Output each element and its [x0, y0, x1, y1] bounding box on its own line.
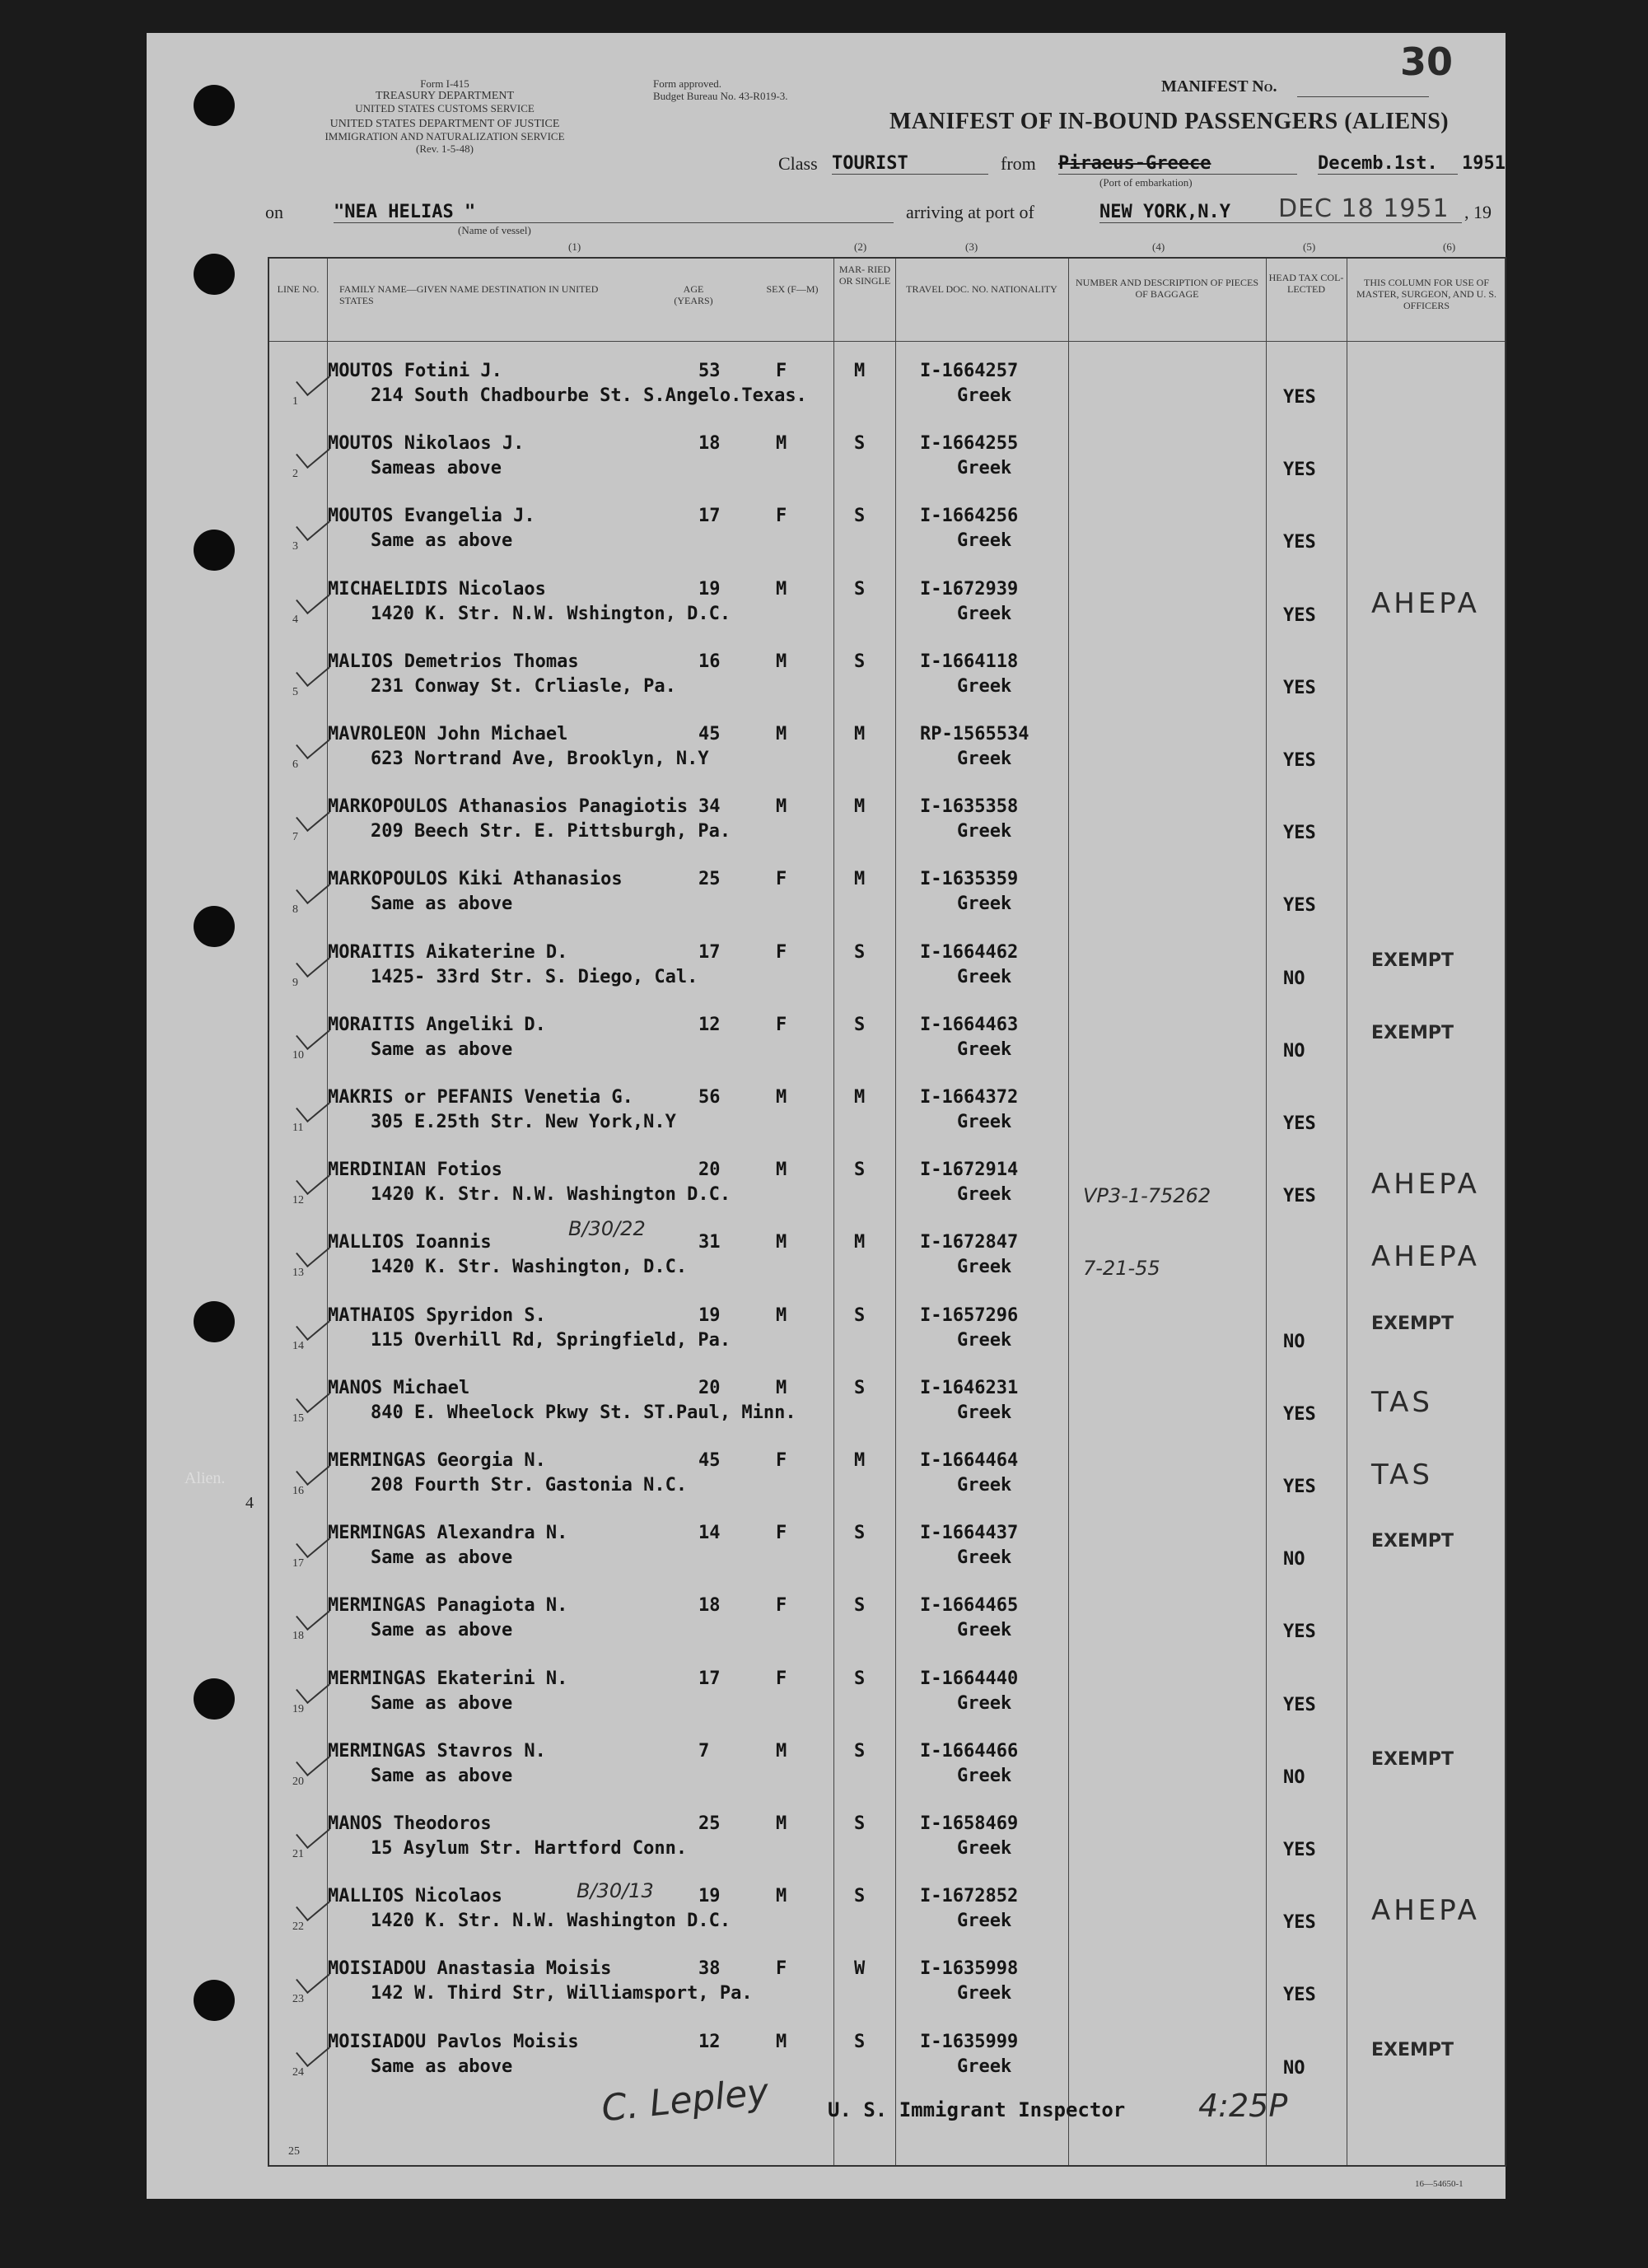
nationality: Greek — [957, 894, 1012, 915]
date-year: 1951 — [1462, 153, 1506, 174]
marital-status: S — [854, 1304, 866, 1326]
age: 17 — [698, 941, 721, 963]
destination: 208 Fourth Str. Gastonia N.C. — [371, 1475, 688, 1496]
age: 56 — [698, 1087, 721, 1108]
head-tax: YES — [1283, 532, 1316, 553]
nationality: Greek — [957, 1257, 1012, 1278]
passenger-name: MARKOPOULOS Athanasios Panagiotis — [328, 796, 689, 818]
age: 20 — [698, 1160, 721, 1181]
passenger-name: MOUTOS Evangelia J. — [328, 506, 535, 527]
sex: M — [776, 1304, 787, 1326]
passenger-name: MALLIOS Ioannis — [328, 1232, 492, 1253]
class-label: Class — [778, 153, 818, 174]
baggage-note: VP3-1-75262 — [1083, 1184, 1211, 1208]
header-name: FAMILY NAME—GIVEN NAME DESTINATION IN UNITED STATES — [339, 283, 599, 306]
officer-note: TAS — [1371, 1458, 1433, 1491]
passenger-name: MANOS Michael — [328, 1377, 470, 1398]
passenger-name: MALLIOS Nicolaos — [328, 1886, 502, 1907]
marital-status: M — [854, 361, 866, 381]
age: 19 — [698, 578, 721, 600]
marital-status: S — [854, 1740, 866, 1762]
inspector-signature: C. Lepley — [599, 2070, 771, 2130]
marital-status: S — [854, 2031, 866, 2052]
col-number: (6) — [1443, 240, 1456, 253]
destination: 840 E. Wheelock Pkwy St. ST.Paul, Minn. — [371, 1402, 796, 1423]
destination: 1420 K. Str. N.W. Wshington, D.C. — [371, 603, 731, 624]
age: 45 — [698, 1450, 721, 1471]
sex: M — [776, 724, 787, 744]
marital-status: M — [854, 869, 866, 890]
passenger-name: MERMINGAS Georgia N. — [328, 1450, 546, 1471]
nationality: Greek — [957, 1475, 1012, 1496]
line-number: 18 — [292, 1630, 304, 1643]
punch-hole — [194, 530, 235, 571]
travel-doc-number: I-1672939 — [920, 578, 1019, 600]
passenger-name: MANOS Theodoros — [328, 1813, 492, 1834]
age: 25 — [698, 1813, 721, 1834]
nationality: Greek — [957, 1983, 1012, 2004]
line-number: 11 — [292, 1122, 304, 1134]
destination: Same as above — [371, 894, 513, 915]
destination: 214 South Chadbourbe St. S.Angelo.Texas. — [371, 385, 807, 406]
nationality: Greek — [957, 1184, 1012, 1206]
line-number: 23 — [292, 1993, 304, 2006]
head-tax: YES — [1283, 1985, 1316, 2006]
nationality: Greek — [957, 749, 1012, 769]
nationality: Greek — [957, 1112, 1012, 1132]
head-tax: YES — [1283, 895, 1316, 917]
on-label: on — [265, 202, 283, 222]
from-label: from — [1001, 153, 1036, 174]
age: 12 — [698, 1014, 721, 1035]
sex: M — [776, 651, 787, 672]
destination: 1420 K. Str. Washington, D.C. — [371, 1257, 688, 1278]
travel-doc-number: I-1664372 — [920, 1087, 1019, 1108]
header-age: AGE (YEARS) — [674, 283, 713, 306]
travel-doc-number: I-1664462 — [920, 941, 1019, 963]
nationality: Greek — [957, 530, 1012, 552]
header-travel-doc: TRAVEL DOC. NO. NATIONALITY — [906, 283, 1057, 295]
officer-note: AHEPA — [1371, 586, 1480, 620]
nationality: Greek — [957, 1838, 1012, 1859]
marital-status: S — [854, 578, 866, 600]
nationality: Greek — [957, 603, 1012, 624]
nationality: Greek — [957, 458, 1012, 479]
travel-doc-number: I-1664465 — [920, 1595, 1019, 1617]
line-number: 17 — [292, 1557, 304, 1570]
head-tax: YES — [1283, 604, 1316, 626]
passenger-name: MOUTOS Nikolaos J. — [328, 433, 525, 455]
nationality: Greek — [957, 1402, 1012, 1423]
passenger-name: MALIOS Demetrios Thomas — [328, 651, 579, 672]
line-number: 3 — [292, 540, 298, 553]
age: 38 — [698, 1958, 721, 1980]
punch-hole — [194, 85, 235, 126]
passenger-name: MERMINGAS Stavros N. — [328, 1740, 546, 1762]
officer-note: AHEPA — [1371, 1894, 1480, 1928]
header-officers: THIS COLUMN FOR USE OF MASTER, SURGEON, AND U. S. OFFICERS — [1356, 277, 1497, 311]
column-rule — [833, 259, 834, 2165]
line-number: 13 — [292, 1267, 304, 1280]
line-number: 8 — [292, 903, 298, 917]
travel-doc-number: I-1672852 — [920, 1886, 1019, 1907]
destination: 15 Asylum Str. Hartford Conn. — [371, 1838, 688, 1859]
passenger-name: MATHAIOS Spyridon S. — [328, 1304, 546, 1326]
nationality: Greek — [957, 821, 1012, 842]
sex: F — [776, 1014, 787, 1035]
sex: F — [776, 1958, 787, 1980]
page-number: 30 — [1400, 40, 1454, 84]
travel-doc-number: I-1635359 — [920, 869, 1019, 890]
age: 25 — [698, 869, 721, 890]
head-tax: NO — [1283, 1040, 1305, 1062]
header-baggage: NUMBER AND DESCRIPTION OF PIECES OF BAGGAGE — [1075, 277, 1259, 300]
arrival-date-stamp: DEC 18 1951 — [1278, 194, 1450, 223]
line-number: 20 — [292, 1775, 304, 1788]
nationality: Greek — [957, 966, 1012, 987]
marital-status: W — [854, 1958, 866, 1980]
arrival-year-label: , 19 — [1464, 202, 1492, 222]
destination: 623 Nortrand Ave, Brooklyn, N.Y — [371, 749, 709, 769]
travel-doc-number: I-1672847 — [920, 1232, 1019, 1253]
passenger-name: MERMINGAS Alexandra N. — [328, 1523, 568, 1544]
age: 18 — [698, 433, 721, 455]
sex: M — [776, 2031, 787, 2052]
head-tax: YES — [1283, 750, 1316, 771]
marital-status: M — [854, 1087, 866, 1108]
destination: 115 Overhill Rd, Springfield, Pa. — [371, 1329, 731, 1351]
head-tax: NO — [1283, 968, 1305, 989]
destination: 1420 K. Str. N.W. Washington D.C. — [371, 1911, 731, 1932]
baggage-note: 7-21-55 — [1083, 1257, 1160, 1281]
punch-hole — [194, 1301, 235, 1342]
sex: F — [776, 941, 787, 963]
destination: Same as above — [371, 1547, 513, 1569]
destination: Same as above — [371, 530, 513, 552]
age: 19 — [698, 1886, 721, 1907]
sex: M — [776, 433, 787, 455]
col-number: (1) — [568, 240, 581, 253]
head-tax: NO — [1283, 1549, 1305, 1570]
marital-status: S — [854, 1014, 866, 1035]
line-number: 2 — [292, 468, 298, 481]
sex: F — [776, 506, 787, 527]
head-tax: NO — [1283, 1766, 1305, 1788]
destination: 142 W. Third Str, Williamsport, Pa. — [371, 1983, 753, 2004]
marital-status: S — [854, 1595, 866, 1617]
destination: Sameas above — [371, 458, 502, 479]
travel-doc-number: RP-1565534 — [920, 724, 1029, 744]
nationality: Greek — [957, 1620, 1012, 1641]
head-tax: YES — [1283, 1694, 1316, 1715]
nationality: Greek — [957, 675, 1012, 697]
sex: M — [776, 796, 787, 818]
sex: M — [776, 1232, 787, 1253]
sex: F — [776, 1668, 787, 1689]
header-married: MAR- RIED OR SINGLE — [838, 264, 891, 287]
travel-doc-number: I-1635998 — [920, 1958, 1019, 1980]
vessel-caption: (Name of vessel) — [458, 224, 531, 236]
officer-note: EXEMPT — [1371, 1531, 1454, 1552]
head-tax: YES — [1283, 823, 1316, 844]
passenger-name: MOUTOS Fotini J. — [328, 361, 502, 381]
sex: F — [776, 1523, 787, 1544]
nationality: Greek — [957, 1911, 1012, 1932]
officer-note: EXEMPT — [1371, 950, 1454, 971]
inspector-time: 4:25P — [1198, 2088, 1288, 2124]
travel-doc-number: I-1664440 — [920, 1668, 1019, 1689]
column-rule — [327, 259, 328, 2165]
passenger-name: MERMINGAS Panagiota N. — [328, 1595, 568, 1617]
head-tax: YES — [1283, 1912, 1316, 1934]
destination: 209 Beech Str. E. Pittsburgh, Pa. — [371, 821, 731, 842]
head-tax: YES — [1283, 1840, 1316, 1860]
sex: M — [776, 1740, 787, 1762]
officer-note: AHEPA — [1371, 1168, 1480, 1202]
head-tax: YES — [1283, 1186, 1316, 1207]
annotation-line-13: B/30/22 — [568, 1217, 646, 1240]
line-number: 6 — [292, 758, 298, 771]
sex: F — [776, 869, 787, 890]
age: 12 — [698, 2031, 721, 2052]
travel-doc-number: I-1664257 — [920, 361, 1019, 381]
travel-doc-number: I-1672914 — [920, 1160, 1019, 1181]
travel-doc-number: I-1646231 — [920, 1377, 1019, 1398]
passenger-name: MAVROLEON John Michael — [328, 724, 568, 744]
age: 7 — [698, 1740, 710, 1762]
travel-doc-number: I-1664255 — [920, 433, 1019, 455]
nationality: Greek — [957, 1547, 1012, 1569]
head-tax: YES — [1283, 1622, 1316, 1643]
age: 45 — [698, 724, 721, 744]
line-number: 12 — [292, 1194, 304, 1207]
sex: M — [776, 1377, 787, 1398]
margin-note-number: 4 — [245, 1494, 254, 1512]
marital-status: S — [854, 1813, 866, 1834]
officer-note: EXEMPT — [1371, 1313, 1454, 1334]
officer-note: AHEPA — [1371, 1240, 1480, 1274]
passenger-name: MORAITIS Angeliki D. — [328, 1014, 546, 1035]
line-number: 5 — [292, 685, 298, 698]
age: 17 — [698, 506, 721, 527]
punch-hole — [194, 906, 235, 947]
nationality: Greek — [957, 1329, 1012, 1351]
age: 18 — [698, 1595, 721, 1617]
line-number: 15 — [292, 1412, 304, 1425]
annotation-line-22: B/30/13 — [577, 1879, 654, 1902]
officer-note: EXEMPT — [1371, 1022, 1454, 1043]
head-tax: NO — [1283, 2057, 1305, 2079]
line-number: 24 — [292, 2065, 304, 2079]
destination: Same as above — [371, 1692, 513, 1714]
col-number: (4) — [1152, 240, 1165, 253]
sex: M — [776, 1813, 787, 1834]
passenger-name: MERMINGAS Ekaterini N. — [328, 1668, 568, 1689]
head-tax: YES — [1283, 1477, 1316, 1497]
line-number: 4 — [292, 613, 298, 626]
age: 31 — [698, 1232, 721, 1253]
punch-hole — [194, 1678, 235, 1720]
passenger-name: MOISIADOU Pavlos Moisis — [328, 2031, 579, 2052]
marital-status: S — [854, 941, 866, 963]
travel-doc-number: I-1635999 — [920, 2031, 1019, 2052]
form-heading: Form I-415 TREASURY DEPARTMENT UNITED STATES CUSTOMS SERVICE UNITED STATES DEPARTMENT OF JUSTICE IMMIGRATION AND NATURALIZATION SERVICE (Rev. 1-5-48) — [324, 77, 565, 155]
travel-doc-number: I-1635358 — [920, 796, 1019, 818]
passenger-name: MARKOPOULOS Kiki Athanasios — [328, 869, 623, 890]
marital-status: S — [854, 1886, 866, 1907]
age: 19 — [698, 1304, 721, 1326]
manifest-no-line — [1297, 96, 1429, 97]
port-caption: (Port of embarkation) — [1099, 176, 1193, 189]
marital-status: S — [854, 1377, 866, 1398]
nationality: Greek — [957, 385, 1012, 406]
officer-note: TAS — [1371, 1385, 1433, 1419]
marital-status: S — [854, 1523, 866, 1544]
marital-status: S — [854, 651, 866, 672]
travel-doc-number: I-1664437 — [920, 1523, 1019, 1544]
destination: Same as above — [371, 1620, 513, 1641]
destination: 231 Conway St. Crliasle, Pa. — [371, 675, 676, 697]
destination: Same as above — [371, 1765, 513, 1786]
sex: M — [776, 578, 787, 600]
column-rule — [895, 259, 896, 2165]
sex: F — [776, 1595, 787, 1617]
passenger-name: MERDINIAN Fotios — [328, 1160, 502, 1181]
head-tax: YES — [1283, 1403, 1316, 1425]
age: 16 — [698, 651, 721, 672]
officer-note: EXEMPT — [1371, 2039, 1454, 2060]
col-number: (5) — [1303, 240, 1316, 253]
nationality: Greek — [957, 2056, 1012, 2077]
travel-doc-number: I-1658469 — [920, 1813, 1019, 1834]
travel-doc-number: I-1657296 — [920, 1304, 1019, 1326]
date-value: Decemb.1st. — [1318, 153, 1458, 175]
line-number: 21 — [292, 1848, 304, 1860]
inspector-label: U. S. Immigrant Inspector — [828, 2098, 1126, 2121]
destination: Same as above — [371, 2056, 513, 2077]
manifest-title: MANIFEST OF IN-BOUND PASSENGERS (ALIENS) — [889, 109, 1450, 134]
nationality: Greek — [957, 1765, 1012, 1786]
head-tax: YES — [1283, 677, 1316, 698]
travel-doc-number: I-1664118 — [920, 651, 1019, 672]
line-number: 9 — [292, 976, 298, 989]
age: 34 — [698, 796, 721, 818]
vessel-name: "NEA HELIAS " — [334, 202, 894, 223]
age: 20 — [698, 1377, 721, 1398]
head-tax: YES — [1283, 387, 1316, 408]
marital-status: S — [854, 1668, 866, 1689]
destination: 305 E.25th Str. New York,N.Y — [371, 1112, 676, 1132]
arrival-port: NEW YORK,N.Y — [1099, 202, 1462, 223]
line-number: 14 — [292, 1339, 304, 1352]
passenger-name: MAKRIS or PEFANIS Venetia G. — [328, 1087, 633, 1108]
nationality: Greek — [957, 1038, 1012, 1060]
manifest-no-label: MANIFEST No. — [1161, 77, 1277, 96]
age: 53 — [698, 361, 721, 381]
line-number-25: 25 — [288, 2145, 300, 2158]
column-rule — [1068, 259, 1069, 2165]
destination: 1425- 33rd Str. S. Diego, Cal. — [371, 966, 698, 987]
passenger-name: MOISIADOU Anastasia Moisis — [328, 1958, 612, 1980]
header-head-tax: HEAD TAX COL- LECTED — [1268, 272, 1344, 295]
marital-status: M — [854, 796, 866, 818]
header-line-no: LINE NO. — [277, 283, 320, 295]
col-number: (2) — [854, 240, 867, 253]
line-number: 22 — [292, 1920, 304, 1934]
sex: M — [776, 1886, 787, 1907]
line-number: 16 — [292, 1485, 304, 1497]
form-code: 16—54650-1 — [1415, 2179, 1464, 2189]
travel-doc-number: I-1664464 — [920, 1450, 1019, 1471]
line-number: 1 — [292, 395, 298, 408]
line-number: 10 — [292, 1048, 304, 1062]
marital-status: M — [854, 1450, 866, 1471]
officer-note: EXEMPT — [1371, 1748, 1454, 1770]
margin-note: Alien. — [184, 1469, 226, 1487]
age: 17 — [698, 1668, 721, 1689]
col-number: (3) — [965, 240, 978, 253]
nationality: Greek — [957, 1692, 1012, 1714]
marital-status: M — [854, 724, 866, 744]
destination: 1420 K. Str. N.W. Washington D.C. — [371, 1184, 731, 1206]
passenger-name: MICHAELIDIS Nicolaos — [328, 578, 546, 600]
marital-status: M — [854, 1232, 866, 1253]
line-number: 7 — [292, 831, 298, 844]
approval-note: Form approved. Budget Bureau No. 43-R019-3. — [653, 77, 788, 102]
marital-status: S — [854, 506, 866, 527]
line-number: 19 — [292, 1702, 304, 1715]
head-tax: NO — [1283, 1331, 1305, 1352]
passenger-name: MORAITIS Aikaterine D. — [328, 941, 568, 963]
travel-doc-number: I-1664466 — [920, 1740, 1019, 1762]
sex: M — [776, 1160, 787, 1181]
destination: Same as above — [371, 1038, 513, 1060]
sex: F — [776, 1450, 787, 1471]
head-tax: YES — [1283, 1113, 1316, 1134]
arriving-label: arriving at port of — [906, 202, 1034, 222]
age: 14 — [698, 1523, 721, 1544]
header-rule — [269, 341, 1505, 342]
sex: M — [776, 1087, 787, 1108]
travel-doc-number: I-1664463 — [920, 1014, 1019, 1035]
marital-status: S — [854, 1160, 866, 1181]
travel-doc-number: I-1664256 — [920, 506, 1019, 527]
from-value: Piraeus-Greece — [1058, 153, 1297, 175]
header-sex: SEX (F—M) — [766, 283, 819, 295]
class-value: TOURIST — [832, 153, 988, 175]
punch-hole — [194, 254, 235, 295]
sex: F — [776, 361, 787, 381]
head-tax: YES — [1283, 460, 1316, 481]
column-rule — [1266, 259, 1267, 2165]
marital-status: S — [854, 433, 866, 455]
punch-hole — [194, 1980, 235, 2021]
